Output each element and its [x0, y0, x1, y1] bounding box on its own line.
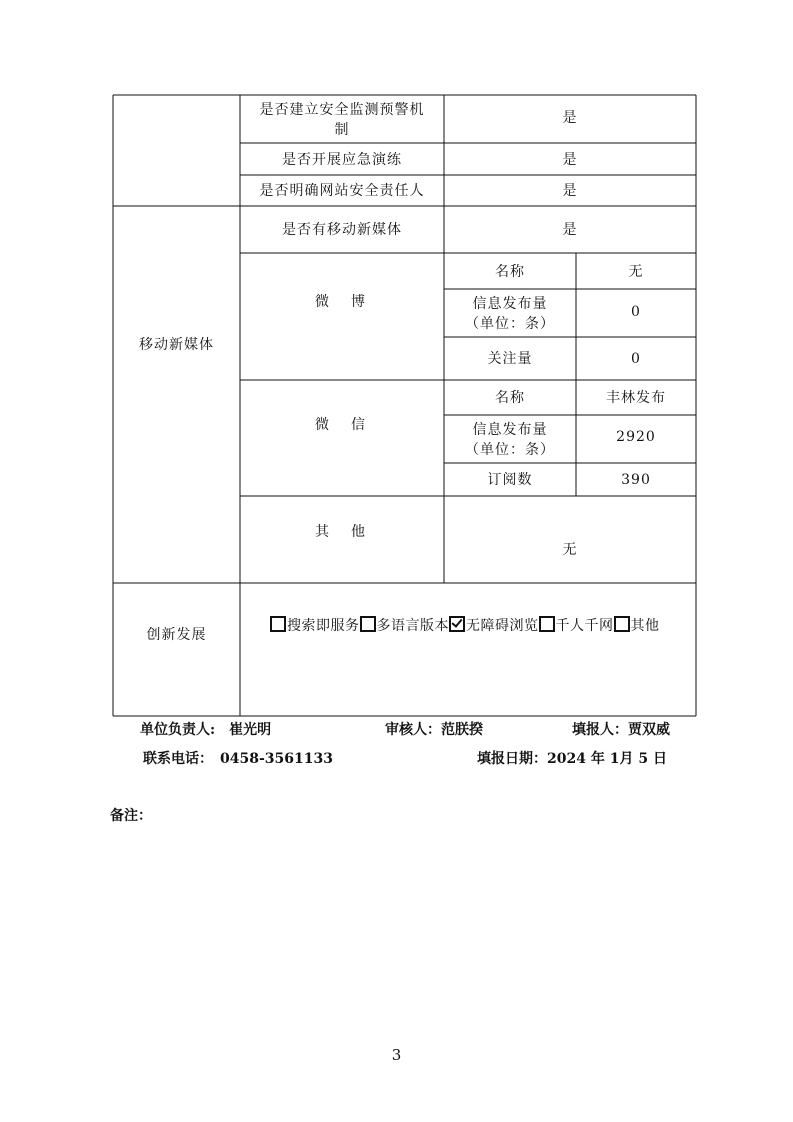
has-new-media-label: 是否有移动新媒体 — [282, 222, 402, 238]
weibo-posts-label: 信息发布量（单位：条） — [465, 295, 555, 332]
notes-label: 备注： — [110, 808, 152, 824]
filler: 填报人：贾双威 — [572, 722, 670, 738]
checkbox-icon[interactable] — [614, 616, 630, 632]
wechat-name-value: 丰林发布 — [606, 390, 666, 406]
checkbox-checked-icon[interactable] — [449, 616, 465, 632]
drill-value: 是 — [562, 151, 578, 168]
checkbox-icon[interactable] — [360, 616, 376, 632]
drill-label: 是否开展应急演练 — [282, 151, 402, 168]
page-number: 3 — [391, 1046, 402, 1064]
weibo-name-value: 无 — [628, 263, 644, 280]
option-personalized[interactable]: 千人千网 — [539, 618, 614, 634]
weibo-posts-value: 0 — [631, 304, 641, 320]
weibo-followers-value: 0 — [631, 351, 641, 367]
monitoring-value: 是 — [562, 110, 578, 126]
wechat-name-label: 名称 — [495, 390, 525, 406]
weibo-label: 微 博 — [315, 293, 369, 310]
reviewer: 审核人：范朕揆 — [385, 722, 483, 738]
wechat-posts-value: 2920 — [616, 429, 656, 445]
option-other[interactable]: 其他 — [614, 618, 660, 634]
other-label: 其 他 — [315, 524, 369, 540]
weibo-followers-label: 关注量 — [487, 351, 533, 367]
wechat-subs-label: 订阅数 — [487, 472, 533, 488]
owner-value: 是 — [562, 183, 578, 199]
option-accessibility[interactable]: 无障碍浏览 — [449, 618, 539, 634]
weibo-name-label: 名称 — [495, 263, 525, 280]
unit-head: 单位负责人: 崔光明 — [140, 722, 272, 738]
innovation-options — [270, 616, 660, 636]
new-media-section-label: 移动新媒体 — [139, 336, 214, 353]
checkbox-icon[interactable] — [539, 616, 555, 632]
wechat-label: 微 信 — [315, 417, 369, 433]
wechat-subs-value: 390 — [621, 472, 651, 488]
wechat-posts-label: 信息发布量（单位：条） — [465, 421, 555, 458]
monitoring-label: 是否建立安全监测预警机制 — [259, 101, 425, 138]
option-search-service[interactable]: 搜索即服务 — [270, 618, 360, 634]
contact-phone: 联系电话： 0458-3561133 — [143, 751, 333, 767]
has-new-media-value: 是 — [562, 222, 578, 238]
owner-label: 是否明确网站安全责任人 — [259, 183, 425, 199]
option-multilingual[interactable]: 多语言版本 — [360, 618, 450, 634]
fill-date: 填报日期：2024 年 1月 5 日 — [477, 751, 667, 767]
innovation-label: 创新发展 — [146, 627, 207, 643]
other-value: 无 — [562, 542, 578, 558]
checkbox-icon[interactable] — [270, 616, 286, 632]
